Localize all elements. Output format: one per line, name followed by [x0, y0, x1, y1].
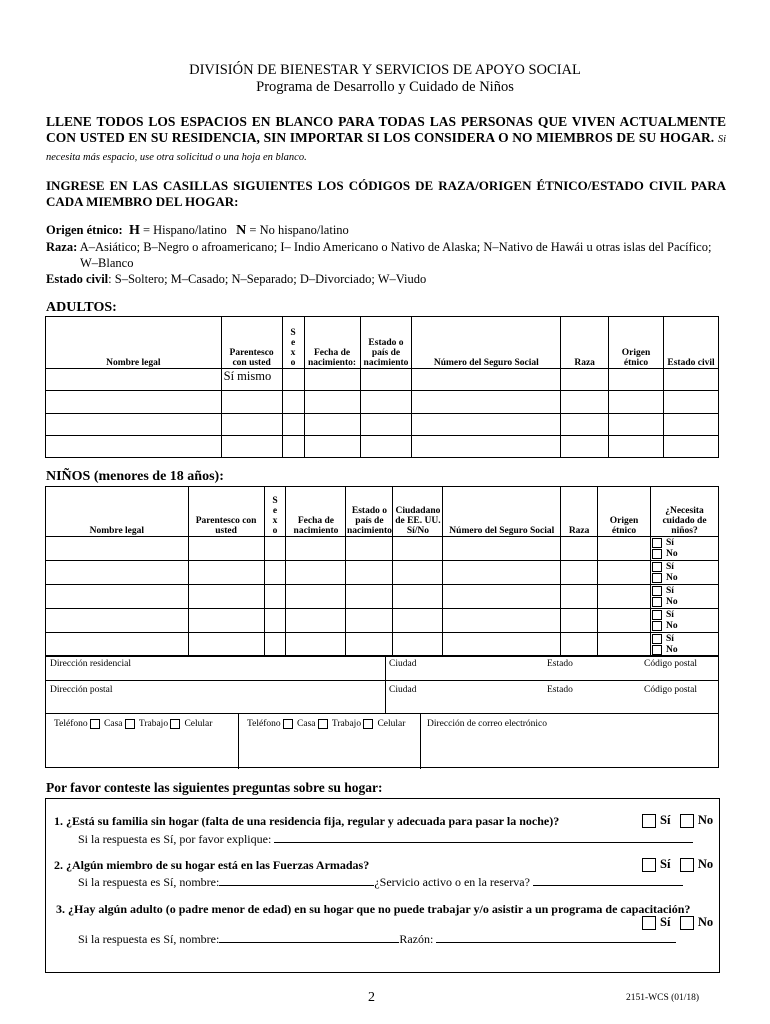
ethnic-n-text: = No hispano/latino: [249, 223, 349, 237]
cell-input[interactable]: [264, 537, 286, 561]
yes-label: Sí: [666, 562, 674, 573]
ethnic-n: N: [236, 223, 247, 238]
table-row: [46, 633, 719, 657]
checkbox-icon[interactable]: [652, 597, 662, 607]
cell-input[interactable]: [360, 369, 412, 391]
cell-input[interactable]: [221, 414, 282, 436]
q3-sub-label: Si la respuesta es Sí, nombre:: [78, 932, 220, 946]
cell-input[interactable]: [609, 436, 664, 458]
yes-label: Sí: [666, 586, 674, 597]
cell-input[interactable]: [561, 609, 598, 633]
cell-input[interactable]: [188, 537, 264, 561]
childcare-no[interactable]: [652, 573, 718, 583]
question-1: [54, 814, 724, 829]
cell-input[interactable]: [561, 369, 609, 391]
cell-input[interactable]: [443, 537, 561, 561]
cell-input[interactable]: [664, 391, 719, 414]
checkbox-icon[interactable]: [652, 573, 662, 583]
table-row: [46, 585, 719, 609]
postal-address-label: Dirección postal: [50, 685, 113, 695]
question-2: [54, 858, 724, 873]
q1-sub-label: Si la respuesta es Sí, por favor explique:: [78, 832, 272, 846]
checkbox-icon[interactable]: [652, 562, 662, 572]
col-nombre: Nombre legal: [46, 487, 189, 537]
program-subtitle: Programa de Desarrollo y Cuidado de Niños: [256, 79, 514, 95]
cell-input[interactable]: [264, 609, 286, 633]
fill-instructions: [46, 114, 726, 166]
cell-input[interactable]: [46, 633, 189, 657]
col-estado-pais: Estado o país de nacimiento: [346, 487, 393, 537]
checkbox-icon[interactable]: [652, 645, 662, 655]
cell-input[interactable]: [46, 537, 189, 561]
childcare-choice: [651, 585, 719, 609]
cell-input[interactable]: [286, 609, 346, 633]
residential-address-label: Dirección residencial: [50, 659, 131, 669]
cell-input[interactable]: [188, 561, 264, 585]
email-label: Dirección de correo electrónico: [427, 719, 548, 729]
cell-input[interactable]: [598, 537, 651, 561]
col-origen: Origen étnico: [598, 487, 651, 537]
checkbox-icon[interactable]: [170, 719, 180, 729]
cell-input[interactable]: [46, 436, 222, 458]
cell-input[interactable]: [346, 537, 393, 561]
q2-service-field[interactable]: [533, 873, 683, 886]
no-label: No: [697, 813, 714, 827]
civil-codes: [46, 271, 736, 287]
ethnic-codes: [46, 222, 736, 239]
checkbox-icon[interactable]: [363, 719, 373, 729]
instructions-main: LLENE TODOS LOS ESPACIOS EN BLANCO PARA TODAS LAS PERSONAS QUE VIVEN ACTUALMENTE CON USTED EN SU RESIDENCIA, SIN IMPORTAR SI LOS CONSIDERA O NO MIEMBROS DE SU HOGAR.: [46, 114, 726, 145]
work-label: Trabajo: [138, 719, 169, 730]
cell-input[interactable]: [443, 561, 561, 585]
yes-label: Sí: [666, 634, 674, 645]
checkbox-icon[interactable]: [680, 858, 694, 872]
cell-input[interactable]: [598, 633, 651, 657]
cell-input[interactable]: [664, 369, 719, 391]
cell-input[interactable]: [46, 414, 222, 436]
childcare-yes[interactable]: [652, 610, 718, 620]
cell-input[interactable]: [346, 585, 393, 609]
col-estado-pais: Estado o país de nacimiento: [360, 317, 412, 369]
childcare-no[interactable]: [652, 597, 718, 607]
col-estado-civil: Estado civil: [664, 317, 719, 369]
cell-input[interactable]: [221, 391, 282, 414]
childcare-yes[interactable]: [652, 538, 718, 548]
cell-input[interactable]: [286, 585, 346, 609]
childcare-no[interactable]: [652, 621, 718, 631]
table-row: [46, 414, 719, 436]
cell-input[interactable]: [609, 414, 664, 436]
cell-input[interactable]: [221, 436, 282, 458]
state-label: Estado: [547, 659, 573, 669]
no-label: No: [697, 915, 714, 929]
question-3: [56, 902, 726, 917]
ethnic-h-text: = Hispano/latino: [142, 223, 227, 237]
col-parentesco: Parentesco con usted: [221, 317, 282, 369]
adults-header-row: [46, 317, 719, 369]
cell-input[interactable]: [304, 369, 360, 391]
cell-input[interactable]: [393, 609, 443, 633]
race-codes: [46, 239, 736, 255]
cell-input[interactable]: [304, 391, 360, 414]
codes-legend: [46, 222, 736, 287]
childcare-choice: [651, 537, 719, 561]
q2-sub: [78, 873, 748, 890]
yes-label: Sí: [666, 538, 674, 549]
checkbox-icon[interactable]: [680, 916, 694, 930]
form-id: 2151-WCS (01/18): [626, 993, 700, 1003]
cell-input[interactable]: [46, 609, 189, 633]
col-raza: Raza: [561, 317, 609, 369]
cell-input[interactable]: [393, 537, 443, 561]
cell-input[interactable]: [598, 585, 651, 609]
cell-input[interactable]: [393, 633, 443, 657]
checkbox-icon[interactable]: [652, 586, 662, 596]
table-row: [46, 436, 719, 458]
checkbox-icon[interactable]: [652, 610, 662, 620]
cell-input[interactable]: [664, 436, 719, 458]
cell-input[interactable]: [360, 414, 412, 436]
cell-input[interactable]: [443, 609, 561, 633]
no-label: No: [666, 644, 678, 655]
col-nombre: Nombre legal: [46, 317, 222, 369]
no-label: No: [666, 620, 678, 631]
checkbox-icon[interactable]: [652, 549, 662, 559]
city-label: Ciudad: [389, 659, 417, 669]
cell-input[interactable]: [664, 414, 719, 436]
state-label: Estado: [547, 685, 573, 695]
table-row: [46, 369, 719, 391]
cell-input[interactable]: [561, 414, 609, 436]
cell-input[interactable]: [360, 391, 412, 414]
col-fecha: Fecha de nacimiento: [286, 487, 346, 537]
checkbox-icon[interactable]: [125, 719, 135, 729]
cell-input[interactable]: [286, 633, 346, 657]
col-parentesco: Parentesco con usted: [188, 487, 264, 537]
phone-1: [54, 719, 212, 729]
checkbox-icon[interactable]: [642, 858, 656, 872]
no-label: No: [666, 596, 678, 607]
q1-explain-field[interactable]: [274, 830, 693, 843]
checkbox-icon[interactable]: [652, 621, 662, 631]
cell-input[interactable]: [282, 436, 304, 458]
cell-input[interactable]: [443, 633, 561, 657]
cell-input[interactable]: [188, 585, 264, 609]
yes-label: Sí: [660, 915, 671, 929]
childcare-yes[interactable]: [652, 562, 718, 572]
cell-label: Celular: [184, 719, 213, 730]
checkbox-icon[interactable]: [652, 538, 662, 548]
cell-input[interactable]: [46, 369, 222, 391]
cell-input[interactable]: [360, 436, 412, 458]
checkbox-icon[interactable]: [283, 719, 293, 729]
cell-input[interactable]: [286, 537, 346, 561]
q2-sub-label: Si la respuesta es Sí, nombre:: [78, 875, 220, 889]
checkbox-icon[interactable]: [652, 634, 662, 644]
ethnic-h: H: [128, 223, 140, 238]
cell-input[interactable]: [282, 391, 304, 414]
cell-input[interactable]: [346, 561, 393, 585]
no-label: No: [666, 572, 678, 583]
table-row: [46, 537, 719, 561]
no-label: No: [666, 548, 678, 559]
civil-text: : S–Soltero; M–Casado; N–Separado; D–Divorciado; W–Viudo: [108, 272, 427, 286]
cell-input[interactable]: [598, 609, 651, 633]
q1-text: 1. ¿Está su familia sin hogar (falta de una residencia fija, regular y adecuada para pasar la noche)?: [54, 814, 560, 828]
q3-sub: [78, 930, 748, 947]
work-label: Trabajo: [331, 719, 362, 730]
q2-text: 2. ¿Algún miembro de su hogar está en las Fuerzas Armadas?: [54, 858, 370, 872]
q3-text: 3. ¿Hay algún adulto (o padre menor de edad) en su hogar que no puede trabajar y/o asistir a un programa de capacitación?: [56, 902, 691, 916]
codes-heading: INGRESE EN LAS CASILLAS SIGUIENTES LOS CÓDIGOS DE RAZA/ORIGEN ÉTNICO/ESTADO CIVIL PARA CADA MIEMBRO DEL HOGAR:: [46, 178, 726, 209]
col-raza: Raza: [561, 487, 598, 537]
agency-title: DIVISIÓN DE BIENESTAR Y SERVICIOS DE APOYO SOCIAL: [189, 62, 581, 78]
childcare-yes[interactable]: [652, 634, 718, 644]
col-origen: Origen étnico: [609, 317, 664, 369]
col-sexo: S e x o: [264, 487, 286, 537]
adults-heading: ADULTOS:: [46, 300, 117, 315]
city-label: Ciudad: [389, 685, 417, 695]
ethnic-label: Origen étnico:: [46, 223, 123, 237]
race-text-1: A–Asiático; B–Negro o afroamericano; I– Indio Americano o Nativo de Alaska; N–Nativo de Hawái u otras islas del Pacífico;: [79, 240, 712, 254]
yes-label: Sí: [660, 857, 671, 871]
table-row: [46, 609, 719, 633]
col-sexo: S e x o: [282, 317, 304, 369]
cell-input[interactable]: [412, 391, 561, 414]
q2-name-field[interactable]: [219, 873, 374, 886]
q2-sub2-label: ¿Servicio activo o en la reserva?: [374, 875, 530, 889]
cell-input[interactable]: [46, 585, 189, 609]
cell-input[interactable]: [46, 391, 222, 414]
questions-heading: Por favor conteste las siguientes preguntas sobre su hogar:: [46, 780, 383, 795]
cell-input[interactable]: [346, 633, 393, 657]
phone-label: Teléfono: [247, 719, 281, 730]
instructions-note: Si necesita más espacio, use otra solicitud o una hoja en blanco.: [46, 134, 726, 163]
cell-input[interactable]: [188, 609, 264, 633]
cell-input[interactable]: [393, 585, 443, 609]
cell-input[interactable]: [609, 391, 664, 414]
q3-name-field[interactable]: [219, 930, 399, 943]
childcare-choice: [651, 633, 719, 657]
cell-input[interactable]: [598, 561, 651, 585]
col-ssn: Número del Seguro Social: [443, 487, 561, 537]
cell-input[interactable]: [188, 633, 264, 657]
cell-input[interactable]: [286, 561, 346, 585]
checkbox-icon[interactable]: [680, 814, 694, 828]
cell-input[interactable]: [561, 537, 598, 561]
zip-label: Código postal: [644, 685, 698, 695]
table-row: [46, 391, 719, 414]
cell-input[interactable]: [561, 633, 598, 657]
col-necesita-cuidado: ¿Necesita cuidado de niños?: [651, 487, 719, 537]
cell-input[interactable]: [346, 609, 393, 633]
no-label: No: [697, 857, 714, 871]
race-label: Raza:: [46, 240, 78, 254]
yes-label: Sí: [660, 813, 671, 827]
q3-answers: [642, 915, 713, 930]
col-fecha: Fecha de nacimiento:: [304, 317, 360, 369]
cell-input[interactable]: [412, 369, 561, 391]
childcare-yes[interactable]: [652, 586, 718, 596]
q1-sub: [78, 830, 748, 847]
cell-input[interactable]: [412, 414, 561, 436]
cell-input[interactable]: [393, 561, 443, 585]
checkbox-icon[interactable]: [642, 814, 656, 828]
home-label: Casa: [104, 719, 123, 730]
childcare-choice: [651, 561, 719, 585]
cell-input[interactable]: [561, 391, 609, 414]
phone-2: [247, 719, 405, 729]
cell-input[interactable]: [264, 561, 286, 585]
yes-label: Sí: [666, 610, 674, 621]
checkbox-icon[interactable]: [318, 719, 328, 729]
cell-input[interactable]: [561, 436, 609, 458]
childcare-no[interactable]: [652, 645, 718, 655]
civil-label: Estado civil: [46, 272, 109, 286]
home-label: Casa: [297, 719, 316, 730]
checkbox-icon[interactable]: [90, 719, 100, 729]
children-header-row: [46, 487, 719, 537]
cell-input[interactable]: [46, 561, 189, 585]
cell-input[interactable]: [304, 414, 360, 436]
col-ciudadano: Ciudadano de EE. UU. Sí/No: [393, 487, 443, 537]
childcare-no[interactable]: [652, 549, 718, 559]
cell-input[interactable]: [304, 436, 360, 458]
phone-label: Teléfono: [54, 719, 88, 730]
adults-table: [45, 316, 719, 458]
page-number: 2: [368, 990, 375, 1005]
cell-input[interactable]: [264, 585, 286, 609]
relation-self: Sí mismo: [221, 369, 282, 391]
q1-answers: [642, 813, 713, 828]
cell-input[interactable]: [282, 369, 304, 391]
cell-input[interactable]: [609, 369, 664, 391]
col-ssn: Número del Seguro Social: [412, 317, 561, 369]
cell-label: Celular: [377, 719, 406, 730]
childcare-choice: [651, 609, 719, 633]
children-heading: NIÑOS (menores de 18 años):: [46, 469, 224, 484]
q3-sub2-label: Razón:: [399, 932, 434, 946]
cell-input[interactable]: [443, 585, 561, 609]
checkbox-icon[interactable]: [642, 916, 656, 930]
zip-label: Código postal: [644, 659, 698, 669]
children-table: [45, 486, 719, 657]
cell-input[interactable]: [264, 633, 286, 657]
cell-input[interactable]: [412, 436, 561, 458]
q3-reason-field[interactable]: [436, 930, 676, 943]
cell-input[interactable]: [561, 561, 598, 585]
q2-answers: [642, 857, 713, 872]
cell-input[interactable]: [282, 414, 304, 436]
race-text-2: W–Blanco: [80, 256, 134, 270]
address-block: [45, 655, 719, 768]
cell-input[interactable]: [561, 585, 598, 609]
table-row: [46, 561, 719, 585]
